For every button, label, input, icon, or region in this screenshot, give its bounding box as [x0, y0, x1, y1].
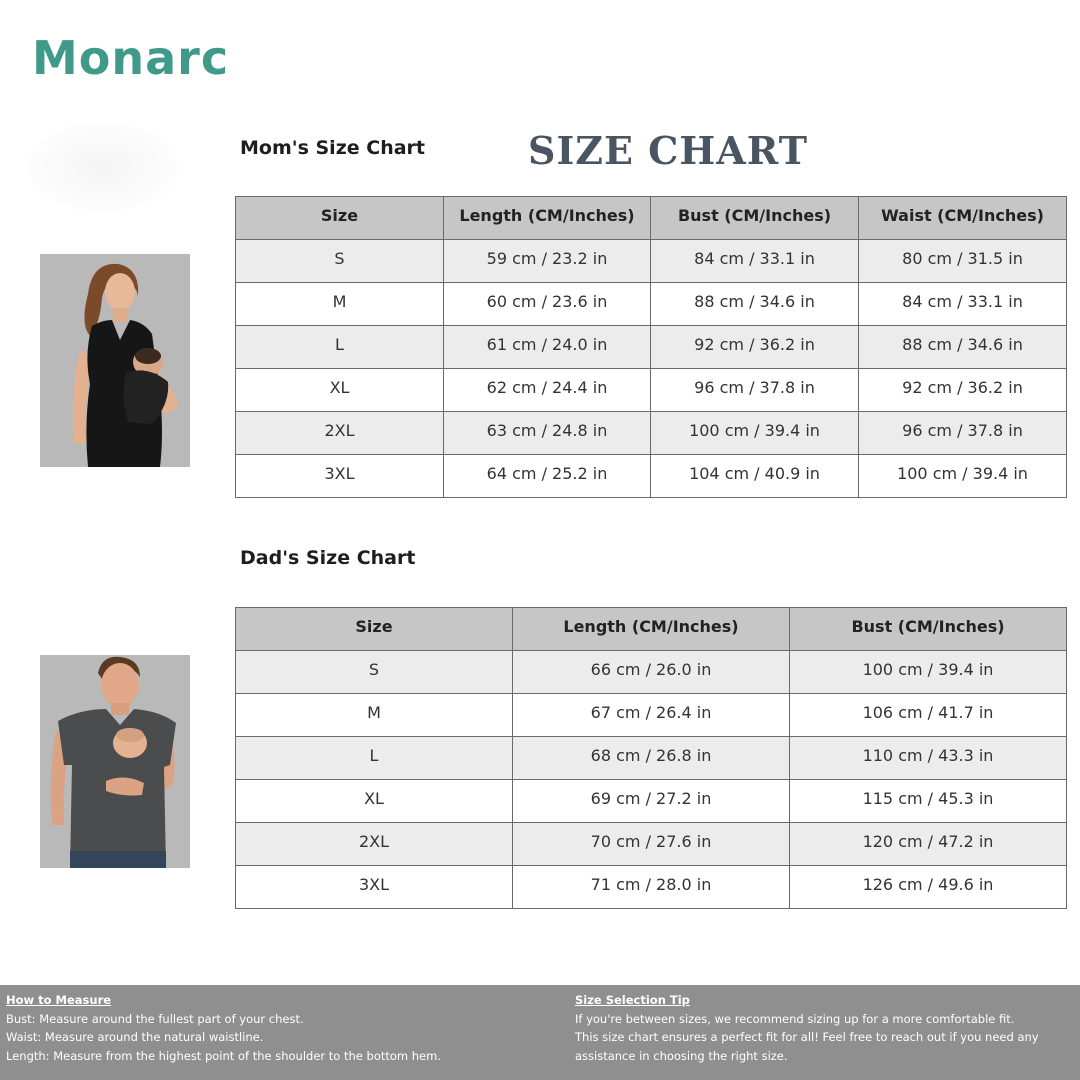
mom-with-baby-illustration [40, 254, 190, 467]
bust-cell: 88 cm / 34.6 in [651, 283, 859, 326]
size-selection-tip-heading: Size Selection Tip [575, 993, 690, 1007]
waist-cell: 88 cm / 34.6 in [859, 326, 1067, 369]
length-cell: 59 cm / 23.2 in [444, 240, 651, 283]
size-cell: XL [236, 369, 444, 412]
length-cell: 68 cm / 26.8 in [513, 737, 790, 780]
bust-cell: 115 cm / 45.3 in [790, 780, 1067, 823]
mom-photo [40, 254, 190, 467]
size-cell: 2XL [236, 823, 513, 866]
size-cell: 3XL [236, 866, 513, 909]
waist-instruction: Waist: Measure around the natural waistline. [6, 1030, 264, 1044]
column-header-length: Length (CM/Inches) [513, 608, 790, 651]
bust-cell: 120 cm / 47.2 in [790, 823, 1067, 866]
length-cell: 69 cm / 27.2 in [513, 780, 790, 823]
size-cell: S [236, 240, 444, 283]
bust-cell: 106 cm / 41.7 in [790, 694, 1067, 737]
dad-photo [40, 655, 190, 868]
brand-logo [32, 30, 229, 86]
table-header-row [236, 608, 1067, 651]
size-cell: M [236, 283, 444, 326]
table-row [236, 823, 1067, 866]
tip-line: This size chart ensures a perfect fit for all! Feel free to reach out if you need any [575, 1030, 1039, 1044]
length-instruction: Length: Measure from the highest point of the shoulder to the bottom hem. [6, 1048, 441, 1063]
size-cell: XL [236, 780, 513, 823]
column-header-waist: Waist (CM/Inches) [859, 197, 1067, 240]
dad-size-table [235, 607, 1067, 909]
mom-size-chart-title: Mom's Size Chart [240, 137, 425, 159]
table-row [236, 651, 1067, 694]
column-header-length: Length (CM/Inches) [444, 197, 651, 240]
how-to-measure-section [6, 991, 566, 1065]
dad-with-baby-illustration [40, 655, 190, 868]
table-row [236, 240, 1067, 283]
tip-line: assistance in choosing the right size. [575, 1048, 788, 1063]
waist-cell: 96 cm / 37.8 in [859, 412, 1067, 455]
table-header-row [236, 197, 1067, 240]
waist-cell: 84 cm / 33.1 in [859, 283, 1067, 326]
length-cell: 60 cm / 23.6 in [444, 283, 651, 326]
column-header-bust: Bust (CM/Inches) [651, 197, 859, 240]
bust-cell: 92 cm / 36.2 in [651, 326, 859, 369]
bust-cell: 104 cm / 40.9 in [651, 455, 859, 498]
size-cell: 3XL [236, 455, 444, 498]
size-cell: L [236, 326, 444, 369]
length-cell: 63 cm / 24.8 in [444, 412, 651, 455]
length-cell: 70 cm / 27.6 in [513, 823, 790, 866]
page-title: SIZE CHART [528, 128, 808, 173]
column-header-size: Size [236, 608, 513, 651]
length-cell: 71 cm / 28.0 in [513, 866, 790, 909]
footer-info-bar [0, 985, 1080, 1080]
tip-line: If you're between sizes, we recommend sizing up for a more comfortable fit. [575, 1011, 1015, 1026]
table-row [236, 283, 1067, 326]
bust-cell: 100 cm / 39.4 in [790, 651, 1067, 694]
table-row [236, 455, 1067, 498]
length-cell: 67 cm / 26.4 in [513, 694, 790, 737]
length-cell: 66 cm / 26.0 in [513, 651, 790, 694]
bust-cell: 84 cm / 33.1 in [651, 240, 859, 283]
bust-cell: 100 cm / 39.4 in [651, 412, 859, 455]
size-selection-tip-section [575, 991, 1080, 1065]
length-cell: 61 cm / 24.0 in [444, 326, 651, 369]
table-row [236, 737, 1067, 780]
bust-instruction: Bust: Measure around the fullest part of your chest. [6, 1011, 304, 1026]
bust-cell: 126 cm / 49.6 in [790, 866, 1067, 909]
bust-cell: 110 cm / 43.3 in [790, 737, 1067, 780]
size-cell: L [236, 737, 513, 780]
table-row [236, 694, 1067, 737]
column-header-size: Size [236, 197, 444, 240]
mom-size-table [235, 196, 1067, 498]
size-cell: 2XL [236, 412, 444, 455]
column-header-bust: Bust (CM/Inches) [790, 608, 1067, 651]
table-row [236, 780, 1067, 823]
table-row [236, 369, 1067, 412]
bust-cell: 96 cm / 37.8 in [651, 369, 859, 412]
waist-cell: 80 cm / 31.5 in [859, 240, 1067, 283]
decorative-blob [28, 122, 178, 212]
how-to-measure-heading: How to Measure [6, 993, 112, 1007]
table-row [236, 866, 1067, 909]
length-cell: 62 cm / 24.4 in [444, 369, 651, 412]
size-cell: M [236, 694, 513, 737]
brand-logo-text: Monarc [32, 31, 230, 85]
waist-cell: 92 cm / 36.2 in [859, 369, 1067, 412]
table-row [236, 326, 1067, 369]
length-cell: 64 cm / 25.2 in [444, 455, 651, 498]
size-cell: S [236, 651, 513, 694]
waist-cell: 100 cm / 39.4 in [859, 455, 1067, 498]
dad-size-chart-title: Dad's Size Chart [240, 547, 416, 569]
table-row [236, 412, 1067, 455]
